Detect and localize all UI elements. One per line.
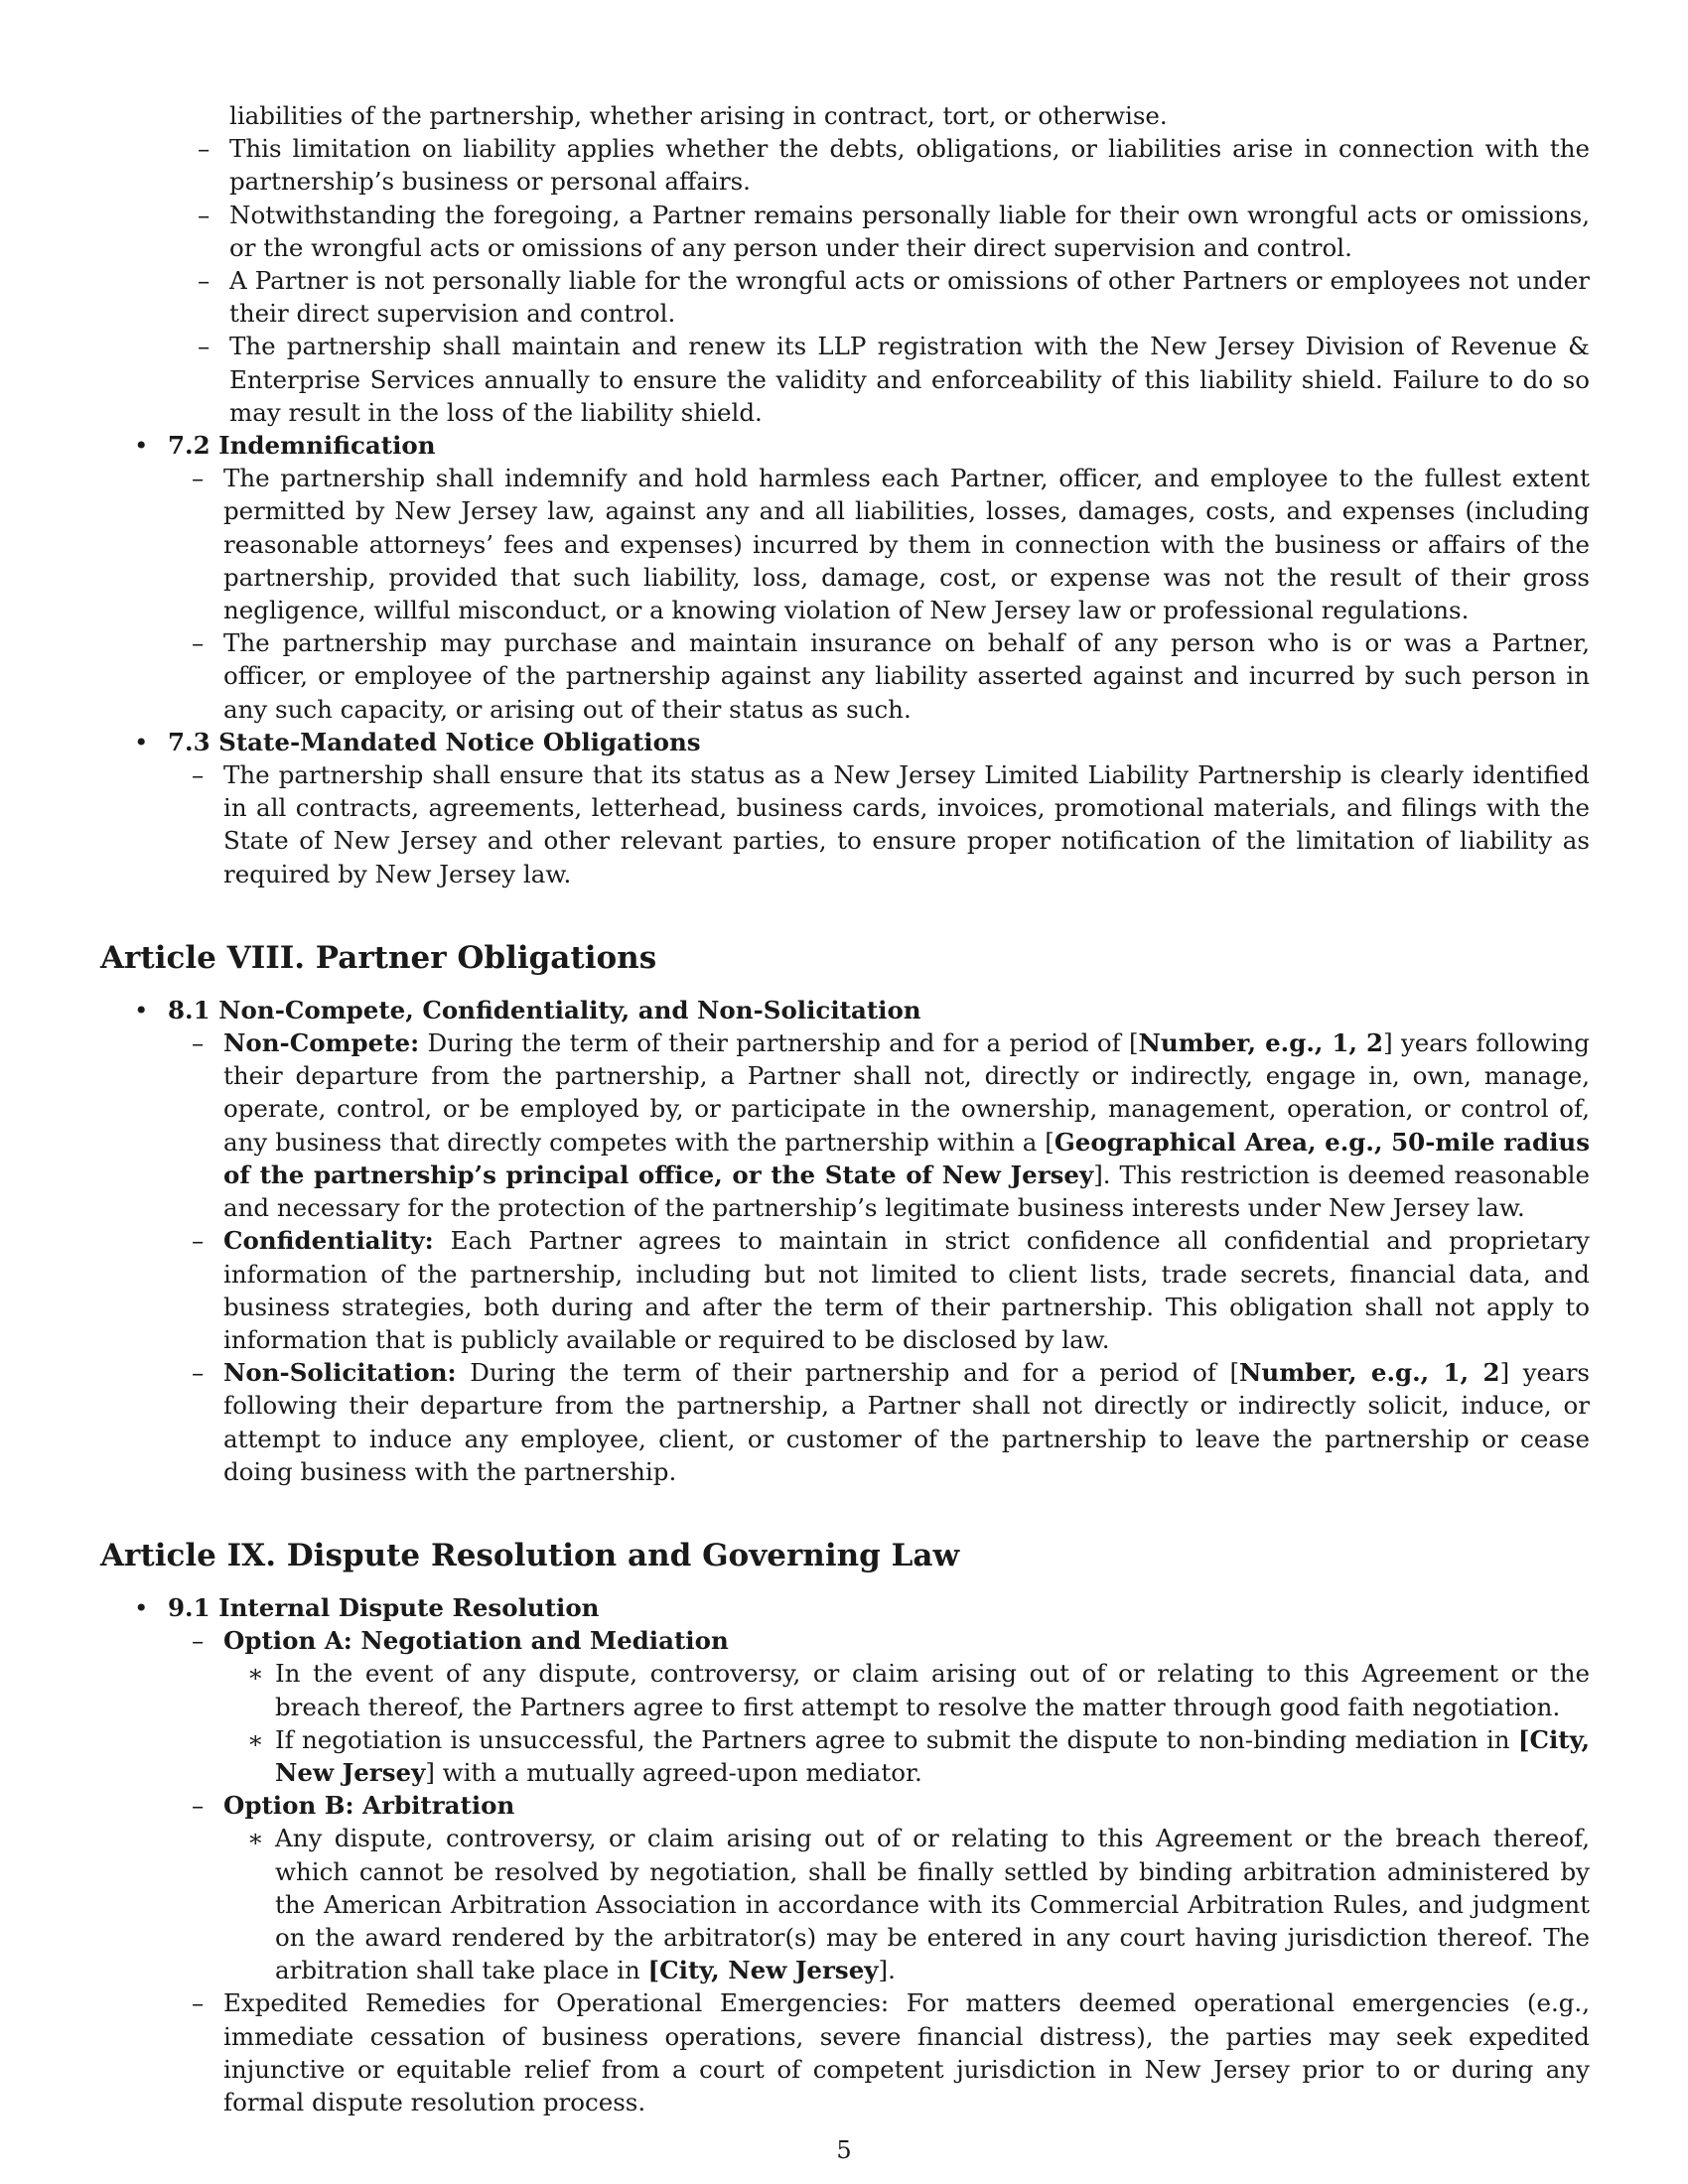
list-item: – The partnership shall maintain and renew its LLP registration with the New Jersey Division of Revenue & Enterprise Services annually to ensure the validity and enforceability of this liability shield. Failure to do so may result in the loss of the liability shield. xyxy=(198,332,1590,427)
list-item: – A Partner is not personally liable for the wrongful acts or omissions of other Partners or employees not under their direct supervision and control. xyxy=(198,266,1590,329)
dash-bullet: – xyxy=(192,1791,205,1821)
bullet: • xyxy=(134,995,149,1024)
section-title: 8.1 Non-Compete, Confidentiality, and Non-Solicitation xyxy=(168,995,921,1024)
article-9-sections xyxy=(100,1591,1590,2118)
dash-bullet: – xyxy=(192,1988,205,2018)
section-7-2 xyxy=(100,429,1590,726)
dash-bullet: – xyxy=(198,200,211,229)
section-title: 7.3 State-Mandated Notice Obligations xyxy=(168,727,701,756)
article-7-sections xyxy=(100,429,1590,890)
dash-bullet: – xyxy=(192,464,205,493)
non-solicitation-clause: – Non-Solicitation: During the term of their partnership and for a period of [Number, e.g., 1, 2] years following their departure from the partnership, a Partner shall not directly or indirectly solicit, induce, or attempt to induce any employee, client, or customer of the partnership to leave the partnership or cease doing business with the partnership. xyxy=(192,1358,1590,1486)
list-item: – Notwithstanding the foregoing, a Partner remains personally liable for their own wrongful acts or omissions, or the wrongful acts or omissions of any person under their direct supervision and control. xyxy=(198,200,1590,262)
article-8-sections xyxy=(100,994,1590,1488)
dash-bullet: – xyxy=(192,1028,205,1058)
confidentiality-clause: – Confidentiality: Each Partner agrees to maintain in strict confidence all confidential and proprietary information of the partnership, including but not limited to client lists, trade secrets, financial data, and business strategies, both during and after the term of their partnership. This obligation shall not apply to information that is publicly available or required to be disclosed by law. xyxy=(192,1226,1590,1354)
dash-bullet: – xyxy=(192,1226,205,1256)
dash-bullet: – xyxy=(192,628,205,658)
dash-bullet: – xyxy=(198,134,211,164)
page-number: 5 xyxy=(836,2136,852,2164)
section-title: 9.1 Internal Dispute Resolution xyxy=(168,1592,600,1622)
list-item: – This limitation on liability applies whether the debts, obligations, or liabilities arise in connection with the partnership’s business or personal affairs. xyxy=(198,134,1590,197)
bullet: • xyxy=(134,727,149,756)
dash-bullet: – xyxy=(192,1626,205,1656)
list-item: – The partnership shall ensure that its status as a New Jersey Limited Liability Partnership is clearly identified in all contracts, agreements, letterhead, business cards, invoices, promotional materials, and filings with the State of New Jersey and other relevant parties, to ensure proper notification of the limitation of liability as required by New Jersey law. xyxy=(192,760,1590,888)
article-heading: Article IX. Dispute Resolution and Governing Law xyxy=(100,1537,960,1573)
non-compete-clause: – Non-Compete: During the term of their partnership and for a period of [Number, e.g., 1, 2] years following their departure from the partnership, a Partner shall not, directly or indirectly, engage in, own, manage, operate, control, or be employed by, or participate in the ownership, management, operation, or control of, any business that directly competes with the partnership within a [Geographical Area, e.g., 50-mile radius of the partnership’s principal office, or the State of New Jersey]. This restriction is deemed reasonable and necessary for the protection of the partnership’s legitimate business interests under New Jersey law. xyxy=(192,1028,1590,1223)
option-a xyxy=(162,1624,1590,1789)
list-item: ∗ In the event of any dispute, controversy, or claim arising out of or relating to this Agreement or the breach thereof, the Partners agree to first attempt to resolve the matter through good faith negotiation. xyxy=(247,1659,1590,1721)
section-title: 7.2 Indemnification xyxy=(168,431,436,461)
list-item: ∗ Any dispute, controversy, or claim arising out of or relating to this Agreement or the breach thereof, which cannot be resolved by negotiation, shall be finally settled by binding arbitration administered by the American Arbitration Association in accordance with its Commercial Arbitration Rules, and judgment on the award rendered by the arbitrator(s) may be entered in any court having jurisdiction thereof. The arbitration shall take place in [City, New Jersey]. xyxy=(247,1824,1590,1985)
star-bullet: ∗ xyxy=(247,1824,264,1853)
liability-sublist xyxy=(168,132,1590,429)
list-item: ∗ If negotiation is unsuccessful, the Partners agree to submit the dispute to non-binding mediation in [City, New Jersey] with a mutually agreed-upon mediator. xyxy=(247,1724,1590,1787)
dash-bullet: – xyxy=(192,1358,205,1388)
page-body xyxy=(100,99,1590,2118)
expedited-remedies: – Expedited Remedies for Operational Emergencies: For matters deemed operational emergencies (e.g., immediate cessation of business operations, severe financial distress), the parties may seek expedited injunctive or equitable relief from a court of competent jurisdiction in New Jersey prior to or during any formal dispute resolution process. xyxy=(192,1988,1590,2116)
option-title: Option A: Negotiation and Mediation xyxy=(223,1626,729,1656)
star-bullet: ∗ xyxy=(247,1659,264,1689)
dash-bullet: – xyxy=(198,332,211,361)
section-8-1 xyxy=(100,994,1590,1488)
dash-bullet: – xyxy=(192,760,205,790)
bullet: • xyxy=(134,1592,149,1622)
article-heading: Article VIII. Partner Obligations xyxy=(100,939,657,976)
continued-paragraph: liabilities of the partnership, whether arising in contract, tort, or otherwise. xyxy=(229,101,1168,130)
star-bullet: ∗ xyxy=(247,1724,264,1754)
dash-bullet: – xyxy=(198,266,211,296)
option-b xyxy=(162,1789,1590,1986)
bullet: • xyxy=(134,431,149,461)
section-9-1 xyxy=(100,1591,1590,2118)
list-item: – The partnership shall indemnify and hold harmless each Partner, officer, and employee to the fullest extent permitted by New Jersey law, against any and all liabilities, losses, damages, costs, and expenses (including reasonable attorneys’ fees and expenses) incurred by them in connection with the business or affairs of the partnership, provided that such liability, loss, damage, cost, or expense was not the result of their gross negligence, willful misconduct, or a knowing violation of New Jersey law or professional regulations. xyxy=(192,464,1590,625)
option-title: Option B: Arbitration xyxy=(223,1791,515,1821)
section-7-3 xyxy=(100,726,1590,890)
list-item: – The partnership may purchase and maintain insurance on behalf of any person who is or was a Partner, officer, or employee of the partnership against any liability asserted against and incurred by such person in any such capacity, or arising out of their status as such. xyxy=(192,628,1590,724)
